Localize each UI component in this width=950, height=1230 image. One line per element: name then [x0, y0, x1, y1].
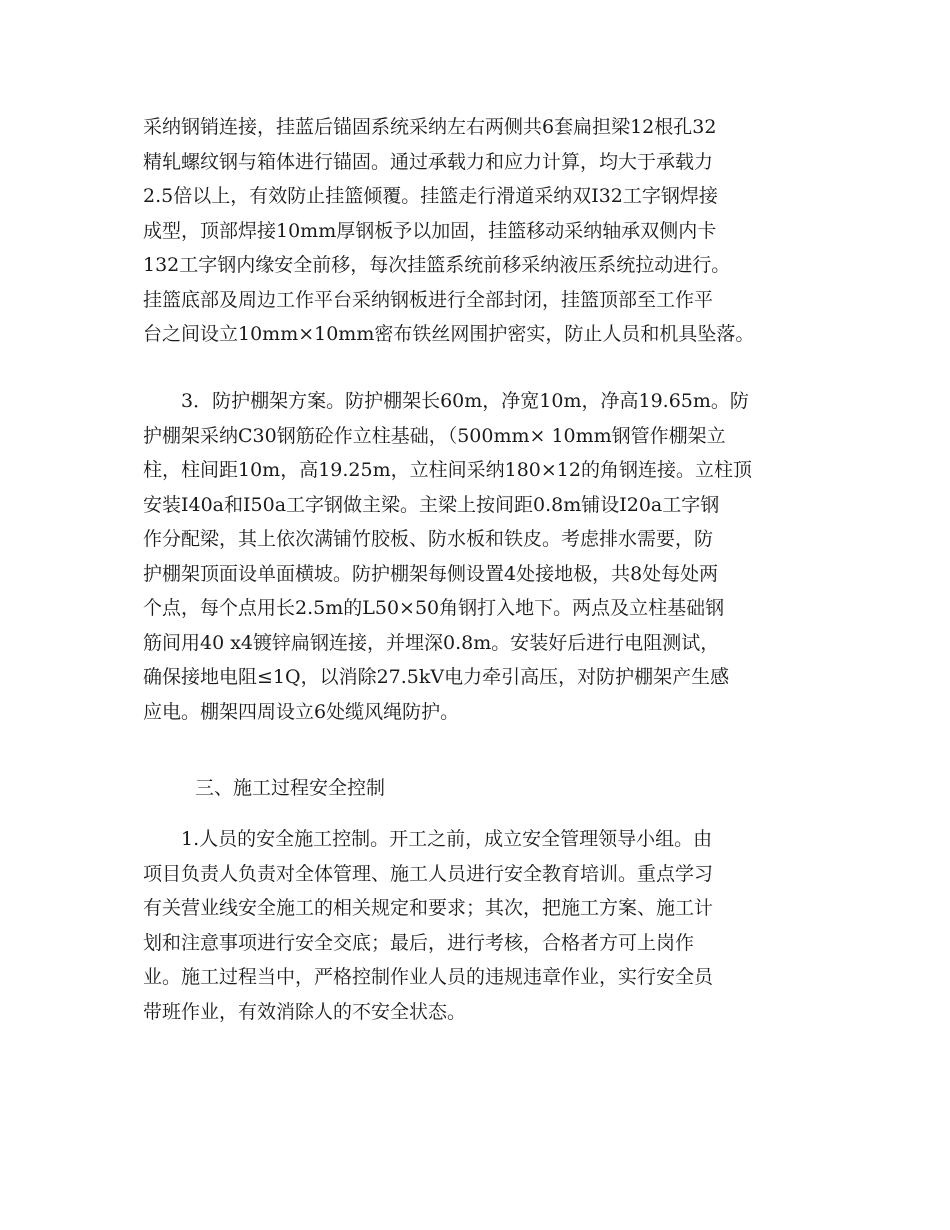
text-line: 确保接地电阻≤1Q，以消除27.5kV电力牵引高压，对防护棚架产生感 [143, 666, 730, 688]
text-line: 项目负责人负责对全体管理、施工人员进行安全教育培训。重点学习 [143, 862, 714, 885]
text-line: 132工字钢内缘安全前移，每次挂篮系统前移采纳液压系统拉动进行。 [143, 254, 731, 276]
text-line: 安装I40a和I50a工字钢做主梁。主梁上按间距0.8m铺设I20a工字钢 [143, 493, 720, 516]
text-line: 柱，柱间距10m，高19.25m，立柱间采纳180×12的角钢连接。立柱顶 [143, 459, 752, 481]
text-line: 挂篮底部及周边工作平台采纳钢板进行全部封闭，挂篮顶部至工作平 [143, 288, 714, 311]
paragraph-protective-shed [143, 384, 808, 729]
text-line: 作分配梁，其上依次满铺竹胶板、防水板和铁皮。考虑排水需要，防 [143, 528, 714, 550]
text-line: 1.人员的安全施工控制。开工之前，成立安全管理领导小组。由 [143, 828, 713, 850]
text-line: 筋间用40 x4镀锌扁钢连接，并埋深0.8m。安装好后进行电阻测试， [143, 631, 720, 654]
text-line: 2.5倍以上，有效防止挂篮倾覆。挂篮走行滑道采纳双I32工字钢焊接 [143, 185, 718, 207]
text-line: 采纳钢销连接，挂蓝后锚固系统采纳左右两侧共6套扁担梁12根孔32 [143, 116, 717, 138]
section-heading: 三、施工过程安全控制 [195, 777, 386, 799]
text-line: 精轧螺纹钢与箱体进行锚固。通过承载力和应力计算，均大于承载力 [143, 150, 714, 173]
text-line: 带班作业，有效消除人的不安全状态。 [143, 1000, 467, 1023]
text-line: 成型，顶部焊接10mm厚钢板予以加固，挂篮移动采纳轴承双侧内卡 [143, 219, 717, 242]
text-line: 护棚架顶面设单面横坡。防护棚架每侧设置4处接地极，共8处每处两 [143, 562, 719, 585]
text-line: 3．防护棚架方案。防护棚架长60m，净宽10m，净高19.65m。防 [143, 390, 749, 412]
text-line: 业。施工过程当中，严格控制作业人员的违规违章作业，实行安全员 [143, 966, 714, 988]
paragraph-personnel-safety [143, 822, 808, 1029]
paragraph-gantry-anchoring [143, 110, 808, 352]
text-line: 护棚架采纳C30钢筋砼作立柱基础，（500mm× 10mm钢管作棚架立 [143, 424, 726, 447]
text-line: 台之间设立10mm×10mm密布铁丝网围护密实，防止人员和机具坠落。 [143, 323, 755, 345]
text-line: 有关营业线安全施工的相关规定和要求；其次，把施工方案、施工计 [143, 897, 714, 919]
text-line: 个点，每个点用长2.5m的L50×50角钢打入地下。两点及立柱基础钢 [143, 597, 725, 619]
text-line: 应电。棚架四周设立6处缆风绳防护。 [143, 700, 460, 723]
text-line: 划和注意事项进行安全交底；最后，进行考核，合格者方可上岗作 [143, 931, 695, 954]
